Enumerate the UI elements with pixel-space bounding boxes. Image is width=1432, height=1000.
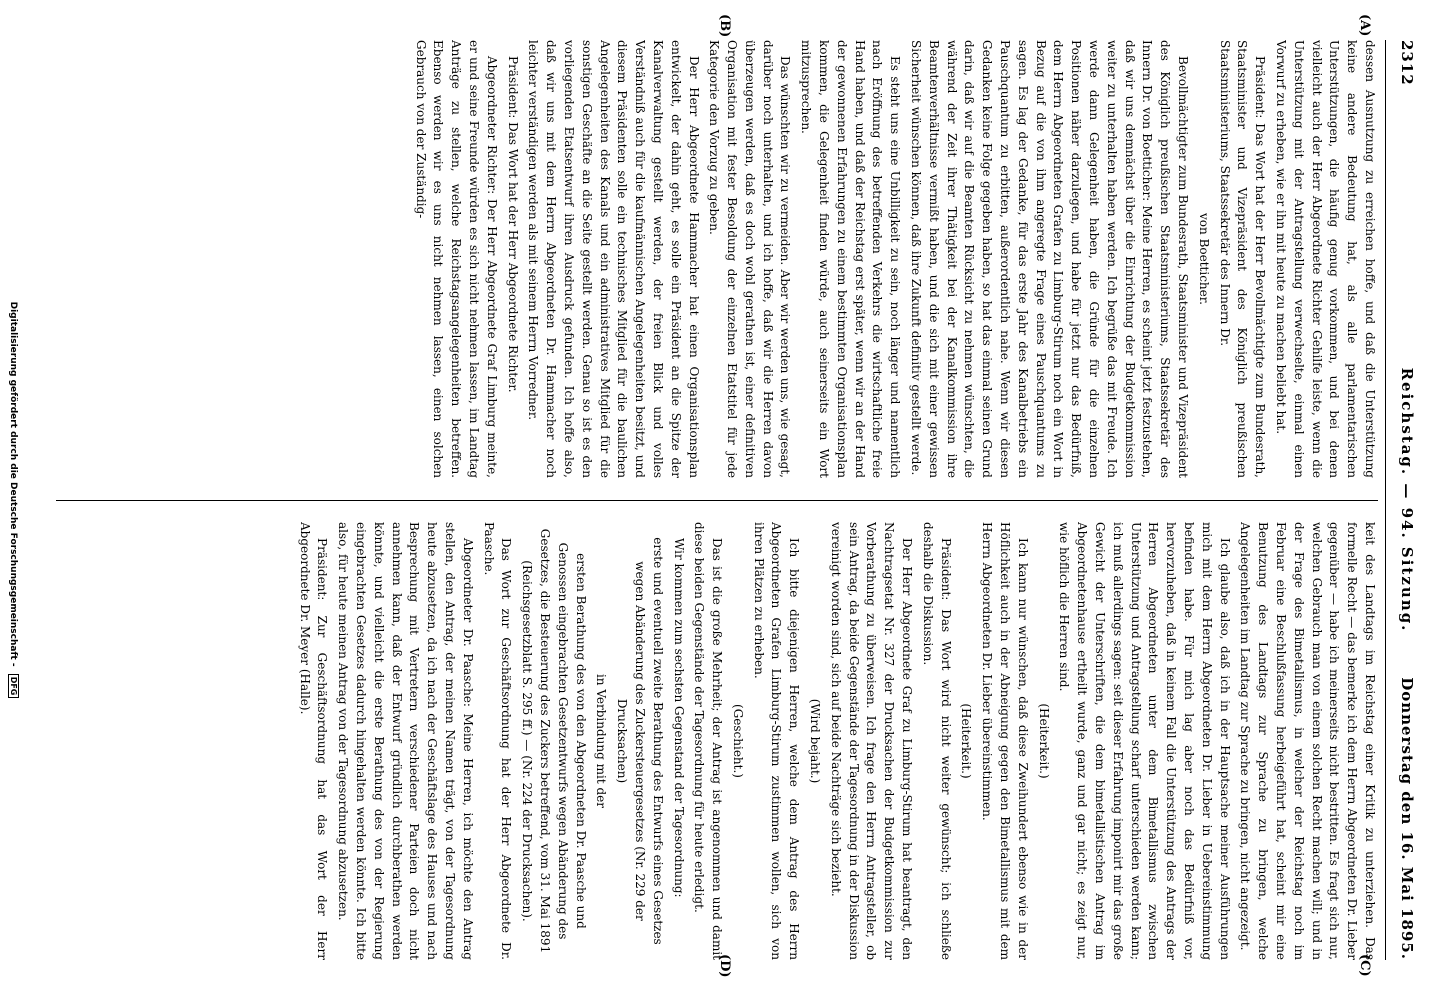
left-paragraph: Der Herr Abgeordnete Hammacher hat einen Organisationsplan entwickelt, der dahin geht, es solle ein Präsident an die Spitze der Kanalverwaltung gestellt werden, der freien Blick und volles Verständniß auch für die kaufmännischen Angelegenheiten besitzt, und diesem Präsidenten solle ein technisches Mitglied für die baulichen Angelegenheiten des Kanals und ein administratives Mitglied für die sonstigen Geschäfte an die Seite gestellt werden. Genau so ist es den vorliegenden Etatsentwurf ihren Ausdruck gefunden. Ich hoffe also, daß wir uns mit dem Herrn Abgeordneten Dr. Hammacher noch leichter verständigen werden als mit seinem Herrn Vorredner. [526, 40, 701, 478]
right-paragraph: Präsident: Das Wort wird nicht weiter gewünscht; ich schließe deshalb die Diskussion. [920, 522, 953, 960]
left-paragraph: Abgeordneter Richter: Der Herr Abgeordnete Graf Limburg meinte, er und seine Freunde würden es sich nicht nehmen lassen, im Landtag Anträge zu stellen, welche Reichstagsangelegenheiten betreffen. Ebenso werden wir es uns nicht nehmen lassen, einen solchen Gebrauch von der Zuständig- [413, 40, 499, 478]
page-number: 2312 [1398, 40, 1416, 86]
stage-direction: (Heiterkeit.) [959, 703, 974, 779]
margin-mark-c: (C) [1357, 954, 1372, 977]
right-paragraph: Ich glaube also, daß ich in der Hauptsache meiner Ausführungen mich mit dem Herrn Abgeordneten Dr. Lieber in Uebereinstimmung befinden habe. Für mich lag aber noch das Bedürfniß vor, hervorzuheben, daß in keinem Fall die Unterstützung des Antrags der Herren Abgeordneten unter dem Bimetallismus zwischen Unterstützung und Antragstellung scharf unterschieden werden kann; ich muß allerdings sagen: seit dieser Erfahrung imponirt mir das große Gewicht der Unterschriften, die dem bimetallistischen Antrag im Abgeordnetenhause ertheilt wurde, ganz und gar nicht; es zeigt nur, wie höflich die Herren sind. [1057, 522, 1232, 960]
right-paragraph: Präsident: Zur Geschäftsordnung hat das Wort der Herr Abgeordnete Dr. Meyer (Halle). [297, 522, 330, 960]
left-paragraph: Bevollmächtigter zum Bundesrath, Staatsminister und Vizepräsident des Königlich preußischen Staatsministeriums, Staatssekretär des Innern Dr. von Boetticher: Meine Herren, es scheint jetzt festzustehen, daß wir uns demnächst über die Einrichtung der Budgetkommission weiter zu unterhalten haben werden. Ich begrüße das mit Freude. Ich werde dann Gelegenheit haben, die Gründe für die einzelnen Positionen näher darzulegen, und habe für jetzt nur das Bedürfniß, dem Herrn Abgeordneten Grafen zu Limburg-Stirum noch ein Wort in Bezug auf die von ihm angeregte Frage eines Pauschquantums zu sagen. Es lag der Gedanke, für das erste Jahr des Kanalbetriebs ein Pauschquantum zu erbitten, außerordentlich nahe. Wenn wir diesen Gedanken keine Folge gegeben haben, so hat das einmal seinen Grund darin, daß wir auf die Beamten Rücksicht zu nehmen wünschten, die während der Zeit ihrer Thätigkeit bei der Kanalkommission ihre Beamtenverhältnisse vermißt haben, und die sich mit einer gewissen Sicherheit wünschen können, daß ihre Zukunft definitiv gestellt werde. [909, 40, 1191, 478]
right-paragraph: Der Herr Abgeordnete Graf zu Limburg-Stirum hat beantragt, den Nachtragsetat Nr. 327 der Drucksachen der Budgetkommission zur Vorberathung zu überweisen. Ich frage den Herrn Antragsteller, ob sein Antrag, da beide Gegenstände der Tagesordnung in der Diskussion vereinigt worden sind, sich auf beide Nachträge sich bezieht. [828, 522, 915, 960]
left-paragraph: Präsident: Das Wort hat der Herr Bevollmächtigte zum Bundesrath, Staatsminister und Vizepräsident des Königlich preußischen Staatsministeriums, Staatssekretär des Innern Dr. [1217, 40, 1268, 478]
right-paragraph: Ich bitte diejenigen Herren, welche dem Antrag des Herrn Abgeordneten Grafen Limburg-Stirum zustimmen wollen, sich von ihren Plätzen zu erheben. [751, 522, 802, 960]
stage-direction: (Geschieht.) [730, 704, 745, 778]
margin-mark-b: (B) [717, 14, 732, 38]
right-paragraph: Ich kann nur wünschen, daß diese Zweihundert ebenso wie in der Höflichkeit auch in der Abneigung gegen den Bimetallismus mit dem Herrn Abgeordneten Dr. Lieber übereinstimmen. [980, 522, 1030, 960]
right-column [56, 522, 1378, 960]
stage-direction: (Wird bejaht.) [808, 698, 823, 784]
left-paragraph: Das wünschten wir zu vermeiden. Aber wir werden uns, wie gesagt, darüber noch unterhalten, und ich hoffe, daß wir die Herren davon überzeugen werden, daß es doch wohl gerathen ist, einer definitiven Organisation mit fester Besoldung der einzelnen Etatstitel für jede Kategorie den Vorzug zu geben. [707, 40, 793, 478]
stage-direction: (Heiterkeit.) [1036, 703, 1051, 779]
left-paragraph: Präsident: Das Wort hat der Herr Abgeordnete Richter. [505, 56, 520, 393]
left-paragraph: Es steht uns eine Unbilligkeit zu sein, noch länger und namentlich nach Eröffnung des betreffenden Verkehrs die wirtschaftliche freie Hand haben, und daß der Reichstag erst später, wenn wir an der Hand der gewonnenen Erfahrungen zu einem bestimmten Organisationsplan kommen, die Gelegenheit finden würde, auch seinerseits ein Wort mitzusprechen. [799, 40, 903, 478]
margin-mark-d: (D) [717, 954, 732, 978]
agenda-item: ersten Berathung des von den Abgeordneten Dr. Paasche und Genossen eingebrachten Gesetzentwurfs wegen Abänderung des Gesetzes, die Besteuerung des Zuckers betreffend, vom 31. Mai 1891 (Reichsgesetzblatt S. 295 ff.) — (Nr. 224 der Drucksachen). [520, 528, 588, 954]
page-title: Reichstag. — 94. Sitzung. [1398, 367, 1416, 633]
right-paragraph: Abgeordneter Dr. Paasche: Meine Herren, ich möchte den Antrag stellen, den Antrag, der meinen Namen trägt, von der Tagesordnung heute abzusetzen, da ich nach der Geschäftslage des Hauses und nach Besprechung mit Vertretern verschiedener Parteien doch nicht annehmen kann, daß der Entwurf gründlich durchberathen werden könnte, und vielleicht die erste Berathung des von der Regierung eingebrachten Gesetzes dadurch hingehalten werden könnte. Ich bitte also, für heute meinen Antrag von der Tagesordnung abzusetzen. [336, 522, 475, 960]
digitization-footer [8, 0, 19, 1000]
left-column [56, 40, 1378, 478]
agenda-connector: in Verbindung mit der [594, 673, 609, 809]
right-paragraph: Wir kommen zum sechsten Gegenstand der Tagesordnung: [671, 538, 686, 898]
right-paragraph: Das Wort zur Geschäftsordnung hat der Herr Abgeordnete Dr. Paasche. [481, 522, 514, 960]
speaker-name: von Boetticher. [1196, 213, 1211, 305]
footer-text: Digitalisierung gefördert durch die Deutsche Forschungsgemeinschaft - [8, 301, 18, 667]
margin-mark-a: (A) [1357, 14, 1372, 37]
right-paragraph: Das ist die große Mehrheit; der Antrag ist angenommen und damit diese beiden Gegenstände der Tagesordnung für heute erledigt. [692, 522, 725, 960]
page-date: Donnerstag den 16. Mai 1895. [1398, 677, 1416, 960]
column-divider [56, 500, 1378, 501]
page-header [1385, 40, 1420, 960]
agenda-item: erste und eventuell zweite Berathung des Entwurfs eines Gesetzes wegen Abänderung des Zuckersteuergesetzes (Nr. 229 der Drucksachen) [615, 537, 665, 945]
left-paragraph: dessen Ausnutzung zu erreichen hoffe, und daß die Unterstützung keine andere Bedeutung hat, als alle parlamentarischen Unterstützungen, die häufig genug vorkommen, und bei denen vielleicht auch der Herr Abgeordnete Richter Gehilfe leiste, wenn die Unterstützung mit der Antragstellung verwechselte, einmal einen Vorwurf zu erheben, wie er ihn mit heute zu machen beliebt hat. [1274, 40, 1377, 478]
dfg-logo: DFG [8, 674, 19, 699]
right-paragraph: keit des Landtags im Reichstag einer Kritik zu unterziehen. Das formelle Recht — das bemerke ich dem Herrn Abgeordneten Dr. Lieber gegenüber — habe ich meinerseits nicht bestritten. Es fragt sich nur, welchen Gebrauch man von einem solchen Recht machen will; und in der Frage des Bimetallismus, in welcher der Reichstag noch im Februar eine Beschlußfassung herbeigeführt hat, scheint mir eine Benutzung des Landtags zur Sprache zu bringen, welche Angelegenheiten im Landtag zur Sprache zu bringen, nicht angezeigt. [1238, 522, 1377, 960]
